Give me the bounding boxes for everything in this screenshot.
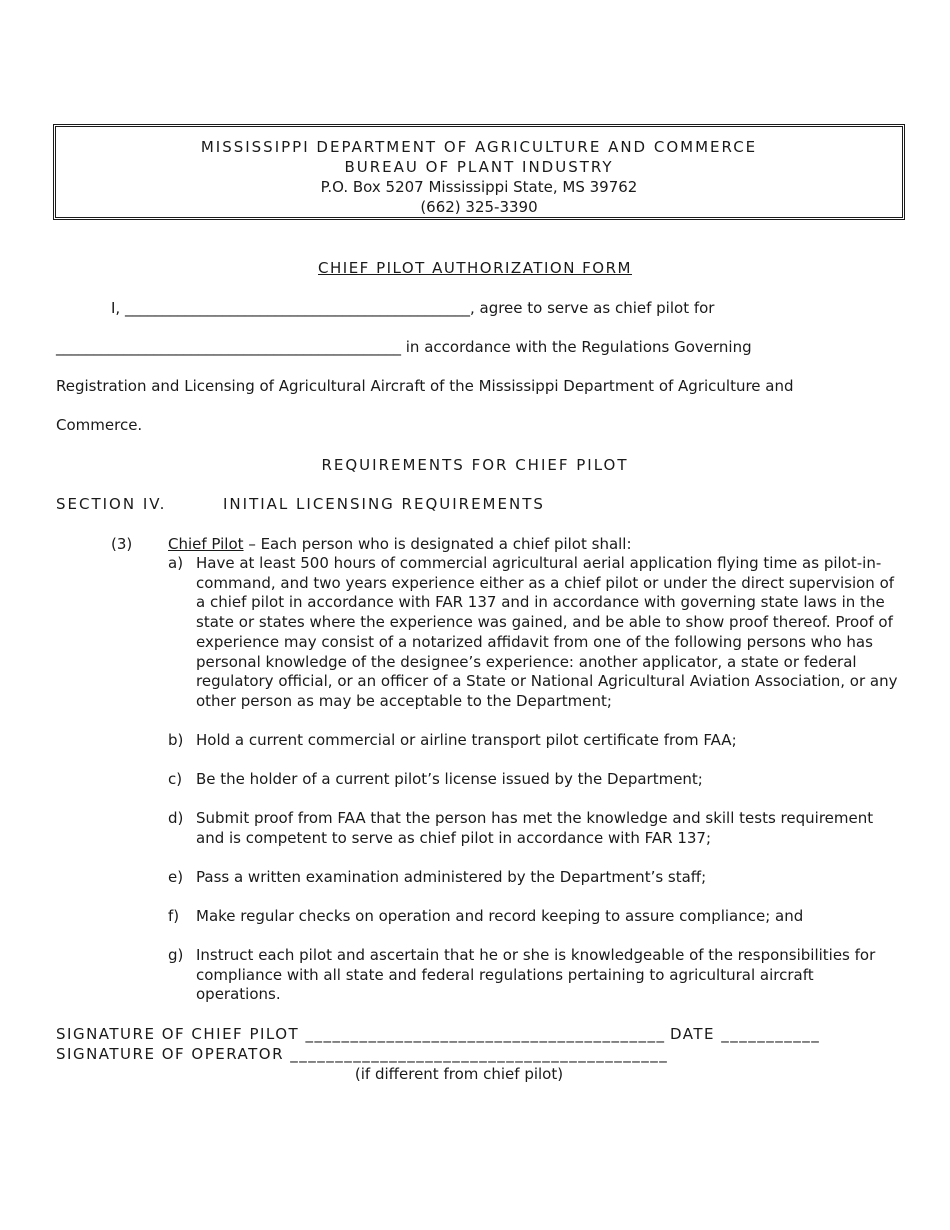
item-text: Submit proof from FAA that the person has met the knowledge and skill tests requirement and is competent to serve as chief pilot in accordance with FAR 137;: [196, 809, 874, 847]
statement-line-4: Commerce.: [56, 416, 143, 434]
operator-note: (if different from chief pilot): [354, 1065, 564, 1083]
date-field[interactable]: DATE ___________: [670, 1025, 821, 1043]
item-letter: a): [168, 554, 184, 572]
chief-pilot-signature-field[interactable]: SIGNATURE OF CHIEF PILOT ________________________________________: [56, 1025, 666, 1043]
requirement-item-b: [168, 731, 898, 751]
item-letter: b): [168, 731, 184, 749]
statement-line-3: Registration and Licensing of Agricultural Aircraft of the Mississippi Department of Agriculture and: [56, 377, 794, 395]
item-text: Have at least 500 hours of commercial agricultural aerial application flying time as pilot-in-command, and two years experience either as a chief pilot or under the direct supervision of a chief pilot in accordance with FAR 137 and in accordance with governing state laws in the state or states where the experience was gained, and be able to show proof thereof. Proof of experience may consist of a notarized affidavit from one of the following persons who has personal knowledge of the designee’s experience: another applicator, a state or federal regulatory official, or an officer of a State or National Agricultural Aviation Association, or any other person as may be acceptable to the Department;: [196, 554, 898, 710]
item-letter: c): [168, 770, 183, 788]
operator-signature-field[interactable]: SIGNATURE OF OPERATOR __________________________________________: [56, 1045, 669, 1063]
section-label: SECTION IV.: [56, 495, 167, 513]
item-text: Instruct each pilot and ascertain that he or she is knowledgeable of the responsibilities for compliance with all state and federal regulations pertaining to agricultural aircraft operations.: [196, 946, 876, 1004]
requirements-title: REQUIREMENTS FOR CHIEF PILOT: [321, 456, 629, 474]
requirement-item-g: [168, 946, 898, 1005]
item-text: Make regular checks on operation and record keeping to assure compliance; and: [196, 907, 804, 925]
statement-line-1[interactable]: I, ______________________________________________, agree to serve as chief pilot for: [111, 299, 715, 317]
requirement-item-f: [168, 907, 898, 927]
chief-pilot-intro-text: – Each person who is designated a chief pilot shall:: [243, 535, 632, 553]
requirement-item-e: [168, 868, 898, 888]
statement-line-2[interactable]: ______________________________________________ in accordance with the Regulations Governing: [56, 338, 752, 356]
item-text: Hold a current commercial or airline transport pilot certificate from FAA;: [196, 731, 737, 749]
header-phone: (662) 325-3390: [420, 198, 538, 216]
form-title: CHIEF PILOT AUTHORIZATION FORM: [318, 259, 632, 277]
item-letter: f): [168, 907, 180, 925]
item-letter: g): [168, 946, 184, 964]
item-letter: d): [168, 809, 184, 827]
item-text: Be the holder of a current pilot’s license issued by the Department;: [196, 770, 703, 788]
item-letter: e): [168, 868, 184, 886]
chief-pilot-intro: [168, 534, 632, 554]
header-address: P.O. Box 5207 Mississippi State, MS 39762: [320, 178, 638, 196]
header-box: [53, 124, 905, 220]
requirement-item-c: [168, 770, 898, 790]
requirement-item-a: [168, 554, 898, 712]
header-bureau: BUREAU OF PLANT INDUSTRY: [344, 158, 614, 176]
section-title: INITIAL LICENSING REQUIREMENTS: [223, 495, 545, 513]
item-text: Pass a written examination administered by the Department’s staff;: [196, 868, 707, 886]
requirement-number: (3): [111, 535, 133, 553]
header-department: MISSISSIPPI DEPARTMENT OF AGRICULTURE AND COMMERCE: [200, 138, 758, 156]
requirement-item-d: [168, 809, 898, 848]
chief-pilot-term: Chief Pilot: [168, 535, 244, 553]
